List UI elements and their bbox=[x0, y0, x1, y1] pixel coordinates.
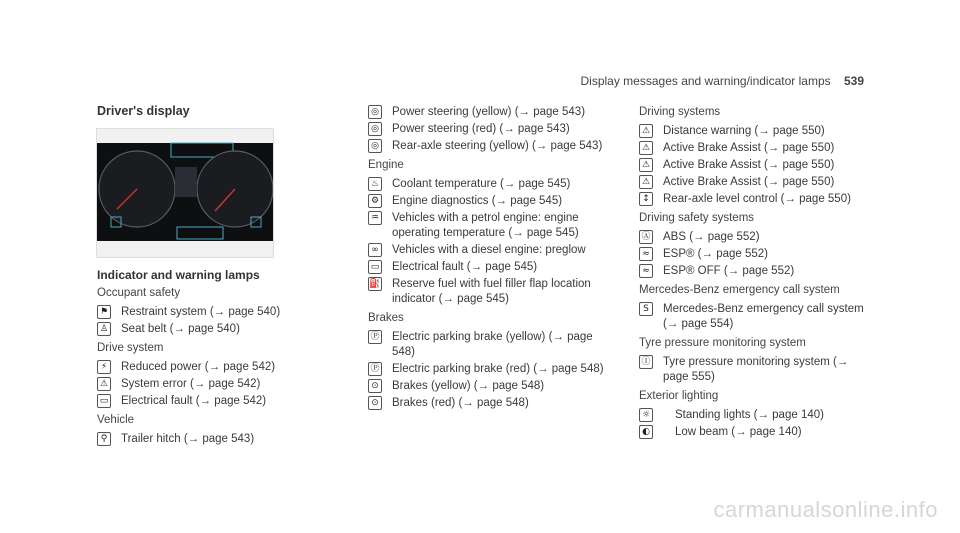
lamp-description: Electrical fault (→ page 542) bbox=[121, 395, 267, 407]
lamp-entry bbox=[368, 194, 608, 209]
lamp-entry bbox=[368, 277, 608, 307]
lamp-entry bbox=[368, 105, 608, 120]
lamp-entry bbox=[368, 177, 608, 192]
category-heading: Tyre pressure monitoring system bbox=[639, 337, 806, 349]
lamp-description: Distance warning (→ page 550) bbox=[663, 125, 825, 137]
lamp-entry bbox=[368, 122, 608, 137]
sos-icon: S bbox=[639, 302, 653, 316]
petrol-engine-temp-icon: ♒ bbox=[368, 211, 382, 225]
lamp-entry bbox=[639, 230, 869, 245]
lamp-description: ESP® (→ page 552) bbox=[663, 248, 768, 260]
lamp-description: Rear-axle steering (yellow) (→ page 543) bbox=[392, 140, 603, 152]
trailer-hitch-icon: ⚲ bbox=[97, 432, 111, 446]
lamp-entry bbox=[639, 355, 869, 385]
drivers-display-image bbox=[96, 128, 274, 258]
lamp-description: Brakes (yellow) (→ page 548) bbox=[392, 380, 545, 392]
rear-axle-level-icon: ↕ bbox=[639, 192, 653, 206]
lamp-description: Vehicles with a petrol engine: engine operating temperature (→ page 545) bbox=[392, 212, 579, 239]
parking-brake-yellow-icon: Ⓟ bbox=[368, 330, 382, 344]
lamp-description: Vehicles with a diesel engine: preglow bbox=[392, 244, 586, 256]
category-heading: Mercedes-Benz emergency call system bbox=[639, 284, 840, 296]
lamp-description: Power steering (red) (→ page 543) bbox=[392, 123, 570, 135]
rear-axle-steering-icon: ◎ bbox=[368, 139, 382, 153]
lamp-description: Coolant temperature (→ page 545) bbox=[392, 178, 571, 190]
esp-icon: ≈ bbox=[639, 247, 653, 261]
power-steering-yellow-icon: ◎ bbox=[368, 105, 382, 119]
lamp-entry bbox=[639, 247, 869, 262]
lamp-description: Seat belt (→ page 540) bbox=[121, 323, 240, 335]
lamp-description: Restraint system (→ page 540) bbox=[121, 306, 281, 318]
lamp-description: Power steering (yellow) (→ page 543) bbox=[392, 106, 586, 118]
preglow-icon: ∞ bbox=[368, 243, 382, 257]
lamp-entry bbox=[639, 408, 869, 423]
lamp-entry bbox=[368, 243, 608, 258]
category-heading: Engine bbox=[368, 159, 404, 171]
column-driving-systems bbox=[639, 103, 869, 442]
lamp-entry bbox=[368, 211, 608, 241]
lamp-description: Rear-axle level control (→ page 550) bbox=[663, 193, 851, 205]
lamp-entry bbox=[368, 396, 608, 411]
lamp-description: Active Brake Assist (→ page 550) bbox=[663, 176, 835, 188]
lamp-entry bbox=[639, 302, 869, 332]
lamp-description: Electrical fault (→ page 545) bbox=[392, 261, 538, 273]
lamp-description: Active Brake Assist (→ page 550) bbox=[663, 142, 835, 154]
lamp-entry bbox=[97, 360, 297, 375]
header-title: Display messages and warning/indicator lamps bbox=[580, 74, 831, 88]
lamp-entry bbox=[639, 158, 869, 173]
power-steering-red-icon: ◎ bbox=[368, 122, 382, 136]
esp-off-icon: ≈ bbox=[639, 264, 653, 278]
lamp-description: Electric parking brake (red) (→ page 548) bbox=[392, 363, 604, 375]
seatbelt-icon: ♙ bbox=[97, 322, 111, 336]
lamp-entry bbox=[368, 260, 608, 275]
battery-icon: ▭ bbox=[97, 394, 111, 408]
lamp-description: Trailer hitch (→ page 543) bbox=[121, 433, 255, 445]
lamp-description: Electric parking brake (yellow) (→ page 548) bbox=[392, 331, 593, 358]
lamp-description: Tyre pressure monitoring system (→ page 555) bbox=[663, 356, 849, 383]
system-error-icon: ⚠ bbox=[97, 377, 111, 391]
lamp-description: Reduced power (→ page 542) bbox=[121, 361, 276, 373]
lamp-entry bbox=[639, 124, 869, 139]
abs-icon: Ⓐ bbox=[639, 230, 653, 244]
electrical-fault-icon: ▭ bbox=[368, 260, 382, 274]
active-brake-assist-off-icon: ⚠ bbox=[639, 158, 653, 172]
column-occupant-drive bbox=[97, 284, 297, 449]
page-number: 539 bbox=[843, 74, 864, 88]
category-heading: Vehicle bbox=[97, 414, 135, 426]
category-heading: Exterior lighting bbox=[639, 390, 719, 402]
lamp-entry bbox=[639, 141, 869, 156]
brakes-red-icon: ⊙ bbox=[368, 396, 382, 410]
lamp-entry bbox=[97, 432, 297, 447]
category-heading: Driving safety systems bbox=[639, 212, 755, 224]
standing-lights-icon: ☼ bbox=[639, 408, 653, 422]
lamp-entry bbox=[639, 192, 869, 207]
reserve-fuel-icon: ⛽ bbox=[369, 279, 381, 289]
low-beam-icon: ◐ bbox=[639, 425, 653, 439]
lamp-description: System error (→ page 542) bbox=[121, 378, 261, 390]
distance-warning-icon: ⚠ bbox=[639, 124, 653, 138]
lamp-description: Low beam (→ page 140) bbox=[675, 426, 802, 438]
lamp-description: ABS (→ page 552) bbox=[663, 231, 760, 243]
lamp-description: Active Brake Assist (→ page 550) bbox=[663, 159, 835, 171]
lamp-description: Standing lights (→ page 140) bbox=[675, 409, 824, 421]
lamp-entry bbox=[368, 362, 608, 377]
lamp-entry bbox=[97, 322, 297, 337]
brakes-yellow-icon: ⊙ bbox=[368, 379, 382, 393]
watermark: carmanualsonline.info bbox=[713, 497, 938, 522]
category-heading: Driving systems bbox=[639, 106, 721, 118]
lamp-entry bbox=[97, 305, 297, 320]
instrument-cluster-graphic bbox=[97, 129, 273, 257]
indicator-section-title: Indicator and warning lamps bbox=[97, 268, 260, 282]
category-heading: Brakes bbox=[368, 312, 404, 324]
page-header bbox=[581, 74, 865, 88]
coolant-temperature-icon: ♨ bbox=[368, 177, 382, 191]
lamp-entry bbox=[97, 377, 297, 392]
parking-brake-red-icon: Ⓟ bbox=[368, 362, 382, 376]
section-title: Driver's display bbox=[97, 104, 190, 118]
lamp-entry bbox=[639, 425, 869, 440]
lamp-description: Brakes (red) (→ page 548) bbox=[392, 397, 529, 409]
tyre-pressure-icon: Ⓘ bbox=[639, 355, 653, 369]
lamp-entry bbox=[368, 379, 608, 394]
category-heading: Drive system bbox=[97, 342, 164, 354]
lamp-entry bbox=[97, 394, 297, 409]
active-brake-assist-2-icon: ⚠ bbox=[639, 175, 653, 189]
lamp-entry bbox=[368, 139, 608, 154]
lamp-description: Engine diagnostics (→ page 545) bbox=[392, 195, 563, 207]
reduced-power-icon: ⚡ bbox=[97, 360, 111, 374]
column-steering-engine-brakes bbox=[368, 103, 608, 413]
lamp-entry bbox=[639, 175, 869, 190]
lamp-entry bbox=[368, 330, 608, 360]
category-heading: Occupant safety bbox=[97, 287, 181, 299]
lamp-description: Reserve fuel with fuel filler flap location indicator (→ page 545) bbox=[392, 278, 591, 305]
active-brake-assist-icon: ⚠ bbox=[639, 141, 653, 155]
lamp-entry bbox=[639, 264, 869, 279]
lamp-description: ESP® OFF (→ page 552) bbox=[663, 265, 795, 277]
engine-diagnostics-icon: ⚙ bbox=[368, 194, 382, 208]
airbag-icon: ⚑ bbox=[97, 305, 111, 319]
lamp-description: Mercedes-Benz emergency call system (→ page 554) bbox=[663, 303, 864, 330]
